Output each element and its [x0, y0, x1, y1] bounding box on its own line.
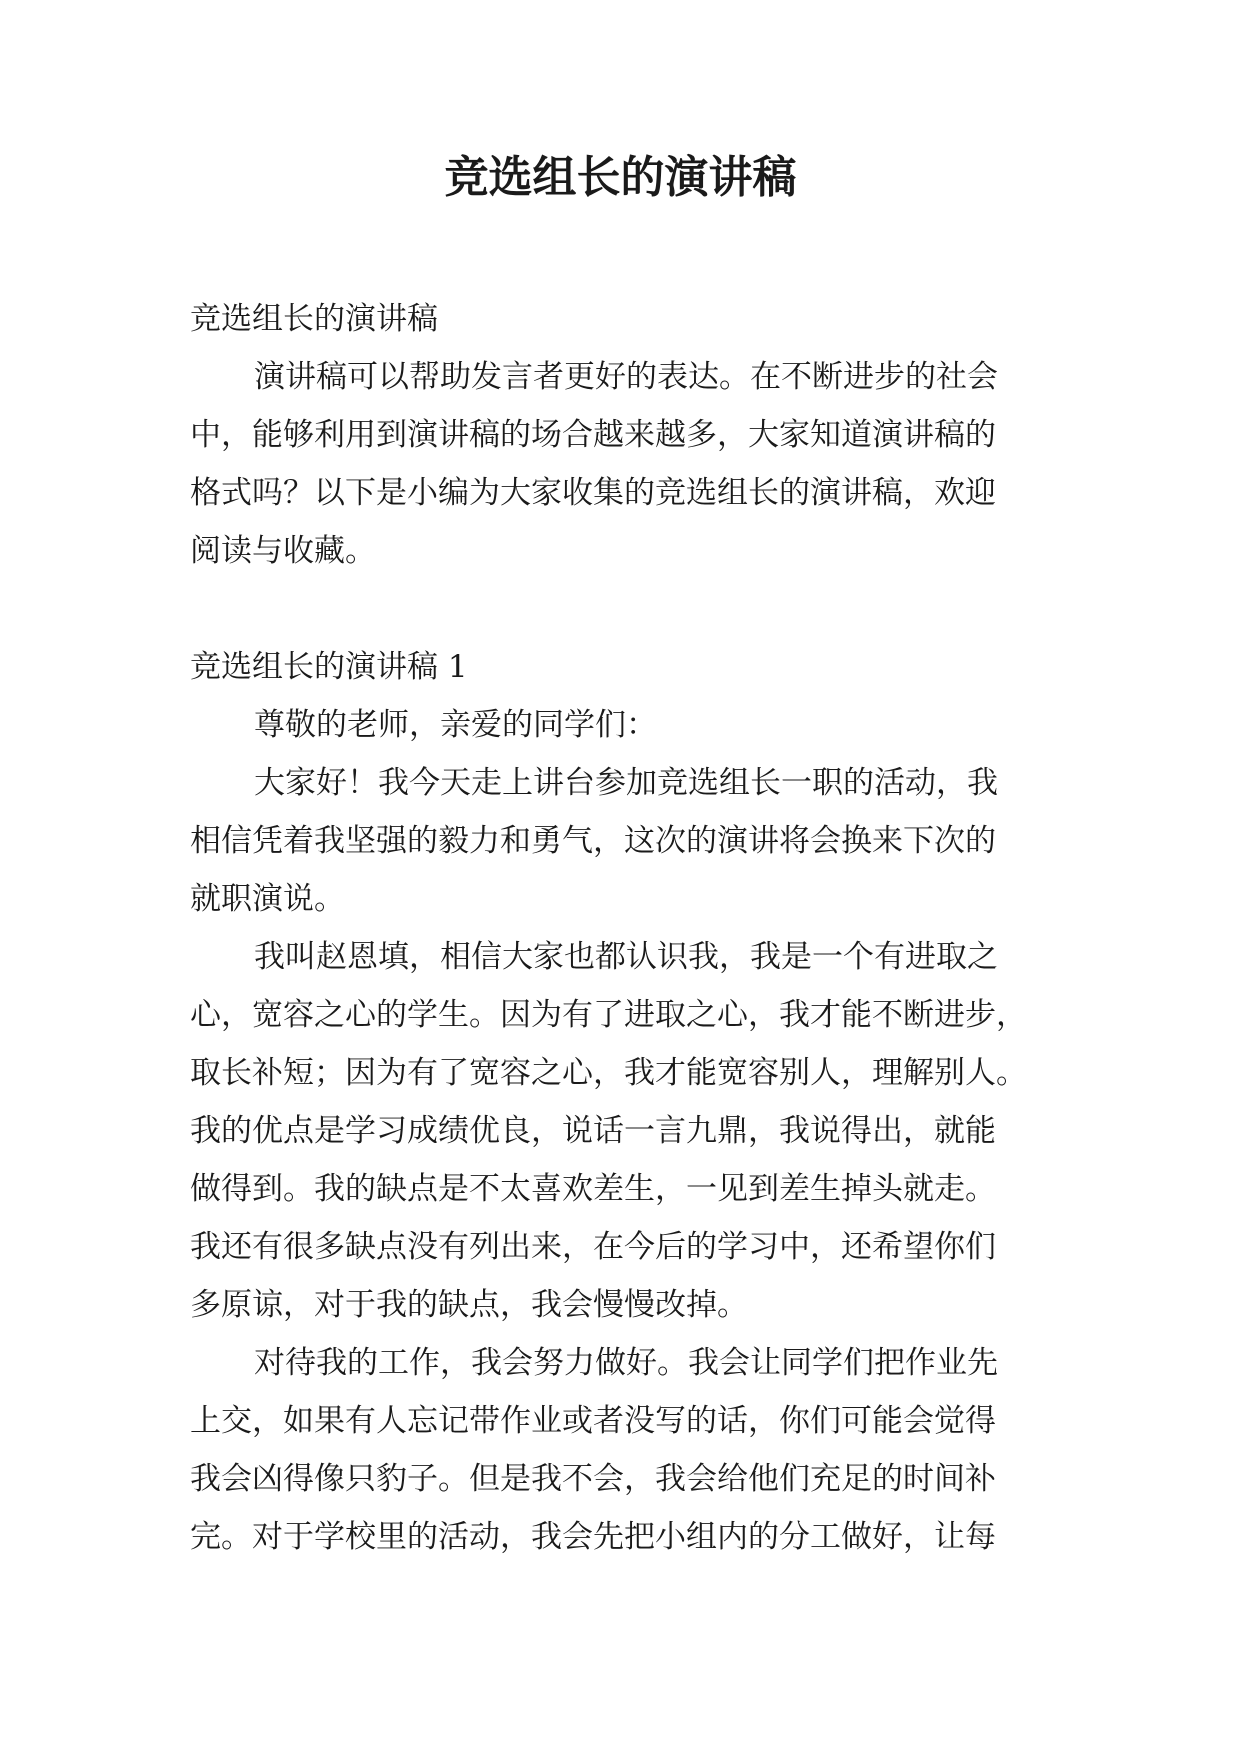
paragraph-line: 多原谅，对于我的缺点，我会慢慢改掉。: [190, 1287, 748, 1323]
intro-line: 中，能够利用到演讲稿的场合越来越多，大家知道演讲稿的: [190, 417, 996, 453]
intro-line: 阅读与收藏。: [190, 533, 376, 569]
document-title: 竞选组长的演讲稿: [444, 152, 797, 203]
section-heading: 竞选组长的演讲稿 1: [190, 649, 468, 685]
paragraph-line: 相信凭着我坚强的毅力和勇气，这次的演讲将会换来下次的: [190, 823, 996, 859]
intro-line: 格式吗？以下是小编为大家收集的竞选组长的演讲稿，欢迎: [190, 475, 996, 511]
greeting-line: 尊敬的老师，亲爱的同学们：: [254, 707, 657, 743]
paragraph-line: 就职演说。: [190, 881, 345, 917]
intro-line: 演讲稿可以帮助发言者更好的表达。在不断进步的社会: [254, 359, 998, 395]
paragraph-line: 我叫赵恩填，相信大家也都认识我，我是一个有进取之: [254, 939, 998, 975]
paragraph-line: 上交，如果有人忘记带作业或者没写的话，你们可能会觉得: [190, 1403, 996, 1439]
paragraph-line: 心，宽容之心的学生。因为有了进取之心，我才能不断进步，: [190, 997, 1027, 1033]
document-body: [190, 290, 1070, 1566]
paragraph-line: 取长补短；因为有了宽容之心，我才能宽容别人，理解别人。: [190, 1055, 1027, 1091]
paragraph-line: 大家好！我今天走上讲台参加竞选组长一职的活动，我: [254, 765, 998, 801]
paragraph-line: 我的优点是学习成绩优良，说话一言九鼎，我说得出，就能: [190, 1113, 996, 1149]
intro-heading: 竞选组长的演讲稿: [190, 301, 438, 337]
section-spacer: [190, 580, 1070, 638]
paragraph-line: 我还有很多缺点没有列出来，在今后的学习中，还希望你们: [190, 1229, 996, 1265]
paragraph-line: 完。对于学校里的活动，我会先把小组内的分工做好，让每: [190, 1519, 996, 1555]
paragraph-line: 对待我的工作，我会努力做好。我会让同学们把作业先: [254, 1345, 998, 1381]
paragraph-line: 我会凶得像只豹子。但是我不会，我会给他们充足的时间补: [190, 1461, 996, 1497]
paragraph-line: 做得到。我的缺点是不太喜欢差生，一见到差生掉头就走。: [190, 1171, 996, 1207]
